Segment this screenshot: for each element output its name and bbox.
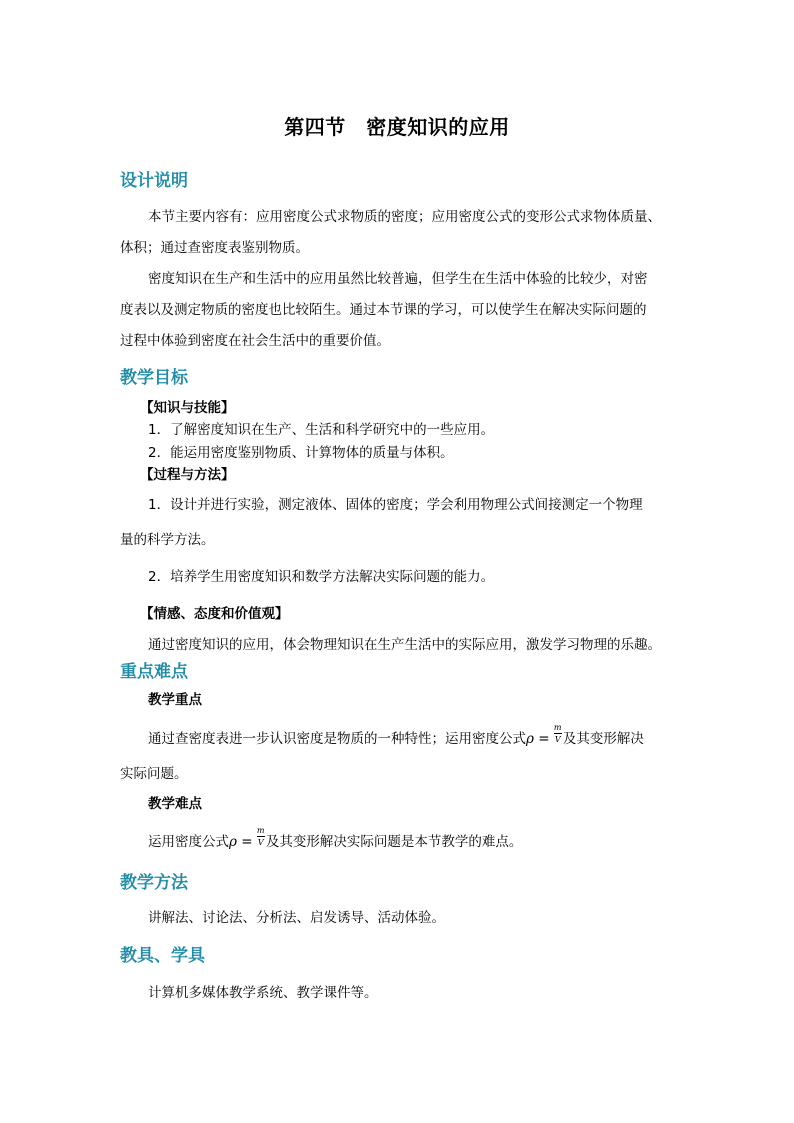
- page-title: 第四节 密度知识的应用: [284, 115, 510, 139]
- design-paragraph-line: 度表以及测定物质的密度也比较陌生。通过本节课的学习，可以使学生在解决实际问题的: [120, 302, 647, 318]
- subheading-process: 【过程与方法】: [140, 467, 235, 483]
- goal-item: 量的科学方法。: [120, 532, 215, 548]
- fraction-bar: [257, 836, 265, 837]
- design-paragraph-line: 密度知识在生产和生活中的应用虽然比较普遍，但学生在生活中体验的比较少，对密: [148, 271, 648, 287]
- goal-item: 1．了解密度知识在生产、生活和科学研究中的一些应用。: [148, 422, 495, 438]
- design-paragraph-line: 体积；通过查密度表鉴别物质。: [120, 240, 309, 256]
- fraction-denominator: V: [257, 838, 264, 847]
- goal-item: 2．能运用密度鉴别物质、计算物体的质量与体积。: [148, 445, 454, 461]
- section-heading-methods: 教学方法: [120, 873, 188, 893]
- difficulty-text-pre: 运用密度公式: [148, 834, 229, 850]
- design-paragraph-line: 过程中体验到密度在社会生活中的重要价值。: [120, 333, 390, 349]
- fraction-bar: [554, 733, 562, 734]
- focus-text-post: 及其变形解决: [562, 731, 644, 747]
- subheading-knowledge: 【知识与技能】: [140, 400, 235, 416]
- subheading-difficulty: 教学难点: [148, 796, 202, 812]
- mass-over-volume-fraction: [256, 826, 266, 851]
- density-formula: [526, 723, 563, 747]
- goal-item: 通过密度知识的应用，体会物理知识在生产生活中的实际应用，激发学习物理的乐趣。: [148, 637, 661, 653]
- density-formula: [229, 826, 266, 850]
- difficulty-line: [148, 826, 523, 851]
- tools-text: 计算机多媒体教学系统、教学课件等。: [148, 985, 378, 1001]
- rho-symbol: ρ: [526, 731, 534, 747]
- equals-sign: =: [236, 834, 257, 850]
- section-heading-tools: 教具、学具: [120, 946, 205, 966]
- goal-item: 2．培养学生用密度知识和数学方法解决实际问题的能力。: [148, 569, 495, 585]
- section-heading-goals: 教学目标: [120, 368, 188, 388]
- focus-text-pre: 通过查密度表进一步认识密度是物质的一种特性；运用密度公式: [148, 731, 526, 747]
- rho-symbol: ρ: [229, 834, 237, 850]
- focus-line: [148, 723, 644, 748]
- design-paragraph-line: 本节主要内容有：应用密度公式求物质的密度；应用密度公式的变形公式求物体质量、: [148, 209, 661, 225]
- difficulty-text-post: 及其变形解决实际问题是本节教学的难点。: [265, 834, 523, 850]
- methods-text: 讲解法、讨论法、分析法、启发诱导、活动体验。: [148, 910, 445, 926]
- focus-line: 实际问题。: [120, 766, 188, 782]
- equals-sign: =: [533, 731, 554, 747]
- goal-item: 1．设计并进行实验，测定液体、固体的密度；学会利用物理公式间接测定一个物理: [148, 497, 643, 513]
- fraction-denominator: V: [554, 735, 561, 744]
- mass-over-volume-fraction: [553, 723, 563, 748]
- section-heading-design: 设计说明: [120, 171, 188, 191]
- subheading-emotion: 【情感、态度和价值观】: [140, 606, 289, 622]
- subheading-focus: 教学重点: [148, 692, 202, 708]
- section-heading-keypoints: 重点难点: [120, 662, 188, 682]
- fraction-numerator: m: [256, 826, 265, 835]
- fraction-numerator: m: [553, 723, 562, 732]
